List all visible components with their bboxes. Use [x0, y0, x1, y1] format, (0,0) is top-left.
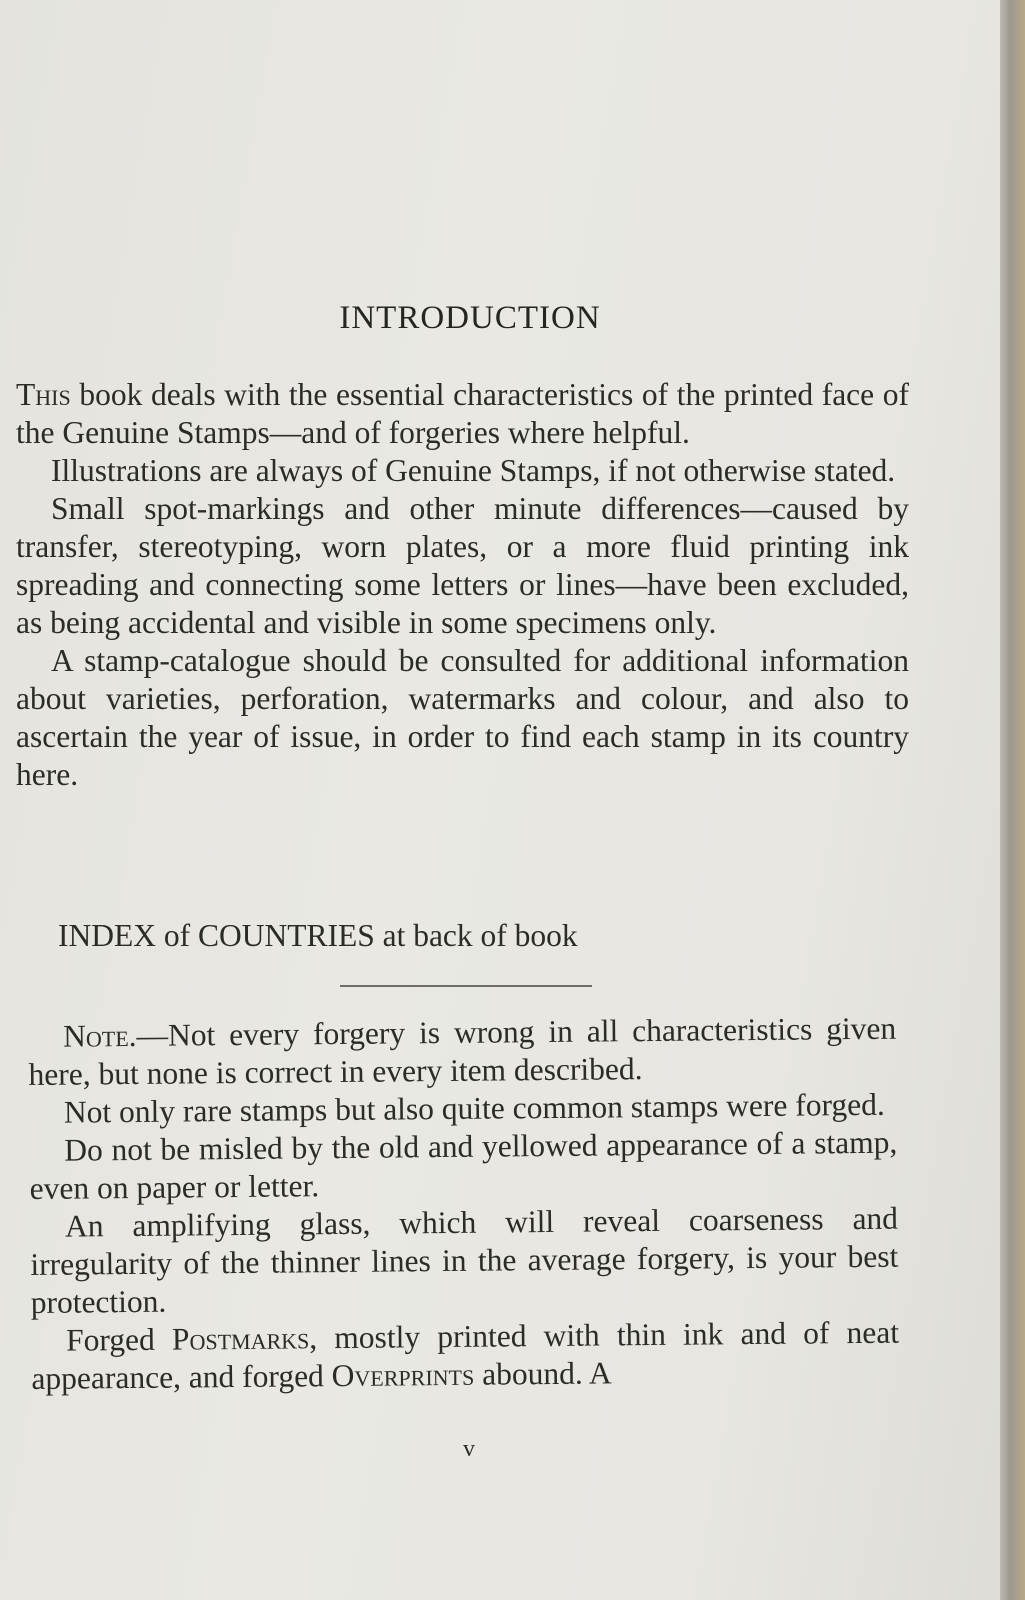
page-edge-shadow: [1000, 0, 1025, 1600]
note-paragraph-4: An amplifying glass, which will reveal coarseness and irregularity of the thinner lines in the average forgery, is your best protection.: [30, 1200, 899, 1320]
note-text: —Not every forgery is wrong in all characteristics given here, but none is correct in every item described.: [28, 1010, 897, 1092]
text-run: , mostly printed with thin ink and of neat appearance, and forged: [31, 1314, 900, 1396]
note-paragraph-2: Not only rare stamps but also quite common stamps were forged.: [63, 1086, 885, 1130]
note-paragraph: [28, 1010, 897, 1094]
intro-body: [16, 376, 909, 794]
note-lead: Note.: [63, 1017, 137, 1054]
index-reference: INDEX of COUNTRIES at back of book: [58, 918, 578, 953]
intro-paragraph-1: [16, 376, 909, 452]
text-run: abound. A: [474, 1355, 612, 1392]
lead-word: This: [16, 377, 71, 412]
paragraph-text: book deals with the essential characteristics of the printed face of the Genuine Stamps—and of forgeries where helpful.: [16, 377, 909, 450]
intro-paragraph-3: Small spot-markings and other minute differences—caused by transfer, stereotyping, worn plates, or a more fluid printing ink spreading and connecting some letters or lines—have been excluded, as being accidental and visible in some specimens only.: [16, 491, 909, 640]
postmarks-term: Postmarks: [171, 1320, 310, 1357]
overprints-term: Overprints: [331, 1356, 475, 1394]
note-body: [28, 1010, 900, 1398]
intro-paragraph-2: Illustrations are always of Genuine Stamps, if not otherwise stated.: [51, 453, 896, 488]
section-divider: [340, 985, 592, 987]
page-title: INTRODUCTION: [339, 300, 601, 336]
text-run: Forged: [65, 1321, 173, 1358]
note-paragraph-3: Do not be misled by the old and yellowed appearance of a stamp, even on paper or letter.: [29, 1124, 898, 1206]
page-number: v: [463, 1436, 475, 1462]
intro-paragraph-4: A stamp-catalogue should be consulted for additional information about varieties, perforation, watermarks and colour, and also to ascertain the year of issue, in order to find each stamp in its country here.: [16, 643, 909, 792]
note-paragraph-5: [31, 1314, 900, 1398]
